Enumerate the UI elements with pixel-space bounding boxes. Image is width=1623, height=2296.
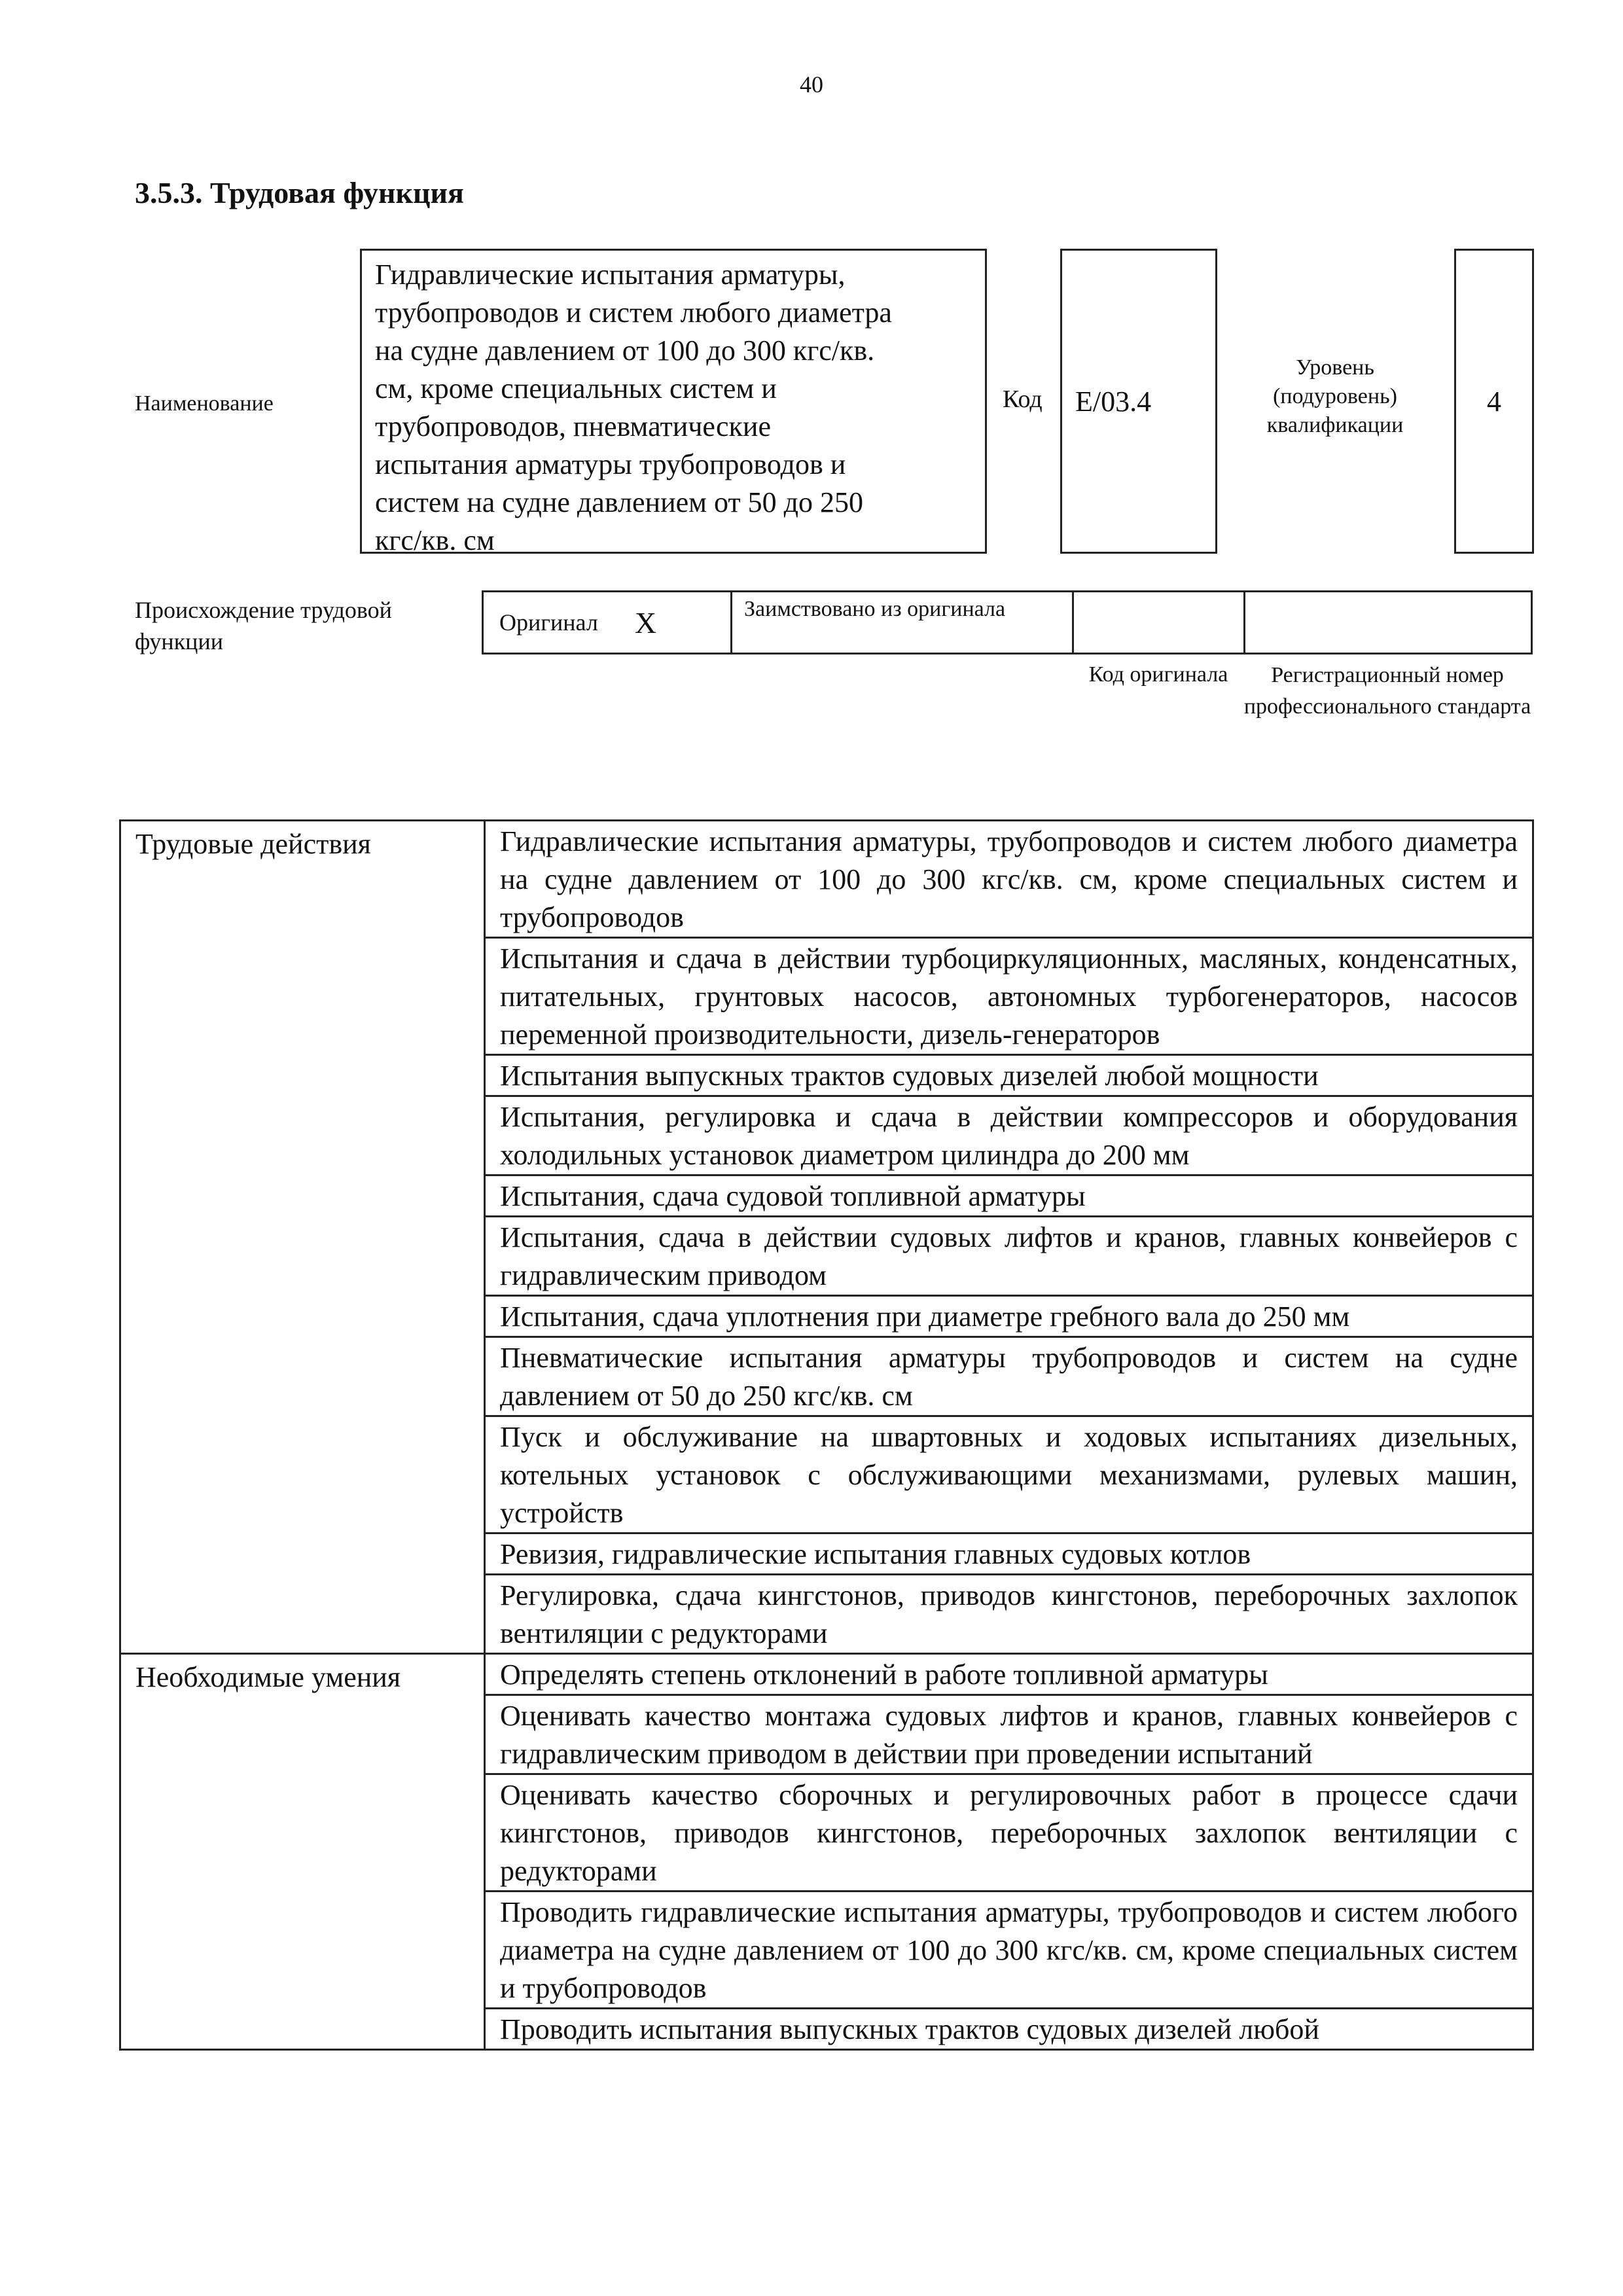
function-name-line: трубопроводов, пневматические — [375, 410, 771, 442]
function-name-line: трубопроводов и систем любого диаметра — [375, 296, 892, 329]
section-heading: 3.5.3. Трудовая функция — [135, 176, 464, 209]
skill-item: Оценивать качество сборочных и регулировочных работ в процессе сдачи кингстонов, приводов кингстонов, переборочных захлопок вентиляции с редукторами — [485, 1774, 1533, 1892]
original-label: Оригинал — [499, 609, 598, 636]
labor-action-item: Испытания, регулировка и сдача в действии компрессоров и оборудования холодильных установок диаметром цилиндра до 200 мм — [485, 1096, 1533, 1175]
labor-action-item: Гидравлические испытания арматуры, трубопроводов и систем любого диаметра на судне давлением от 100 до 300 кгс/кв. см, кроме специальных систем и трубопроводов — [485, 821, 1533, 938]
code-value: E/03.4 — [1060, 249, 1217, 554]
skill-item: Проводить гидравлические испытания арматуры, трубопроводов и систем любого диаметра на судне давлением от 100 до 300 кгс/кв. см, кроме специальных систем и трубопроводов — [485, 1892, 1533, 2009]
level-label-line: квалификации — [1266, 413, 1404, 437]
function-name-line: испытания арматуры трубопроводов и — [375, 448, 846, 480]
labor-action-item: Пневматические испытания арматуры трубопроводов и систем на судне давлением от 50 до 250 кгс/кв. см — [485, 1337, 1533, 1416]
function-name-line: см, кроме специальных систем и — [375, 372, 777, 404]
labor-action-item: Ревизия, гидравлические испытания главных судовых котлов — [485, 1534, 1533, 1575]
origin-label: Происхождение трудовой функции — [135, 597, 392, 655]
skill-item: Проводить испытания выпускных трактов судовых дизелей любой — [485, 2009, 1533, 2050]
table-row — [120, 821, 1533, 938]
labor-action-item: Регулировка, сдача кингстонов, приводов кингстонов, переборочных захлопок вентиляции с редукторами — [485, 1575, 1533, 1654]
labor-action-item: Испытания выпускных трактов судовых дизелей любой мощности — [485, 1055, 1533, 1096]
level-label-line: Уровень — [1296, 355, 1374, 380]
code-caption: Код оригинала — [1088, 662, 1228, 687]
skill-item: Определять степень отклонений в работе топливной арматуры — [485, 1654, 1533, 1695]
origin-reg-cell — [1245, 592, 1531, 653]
original-mark: X — [634, 605, 657, 639]
skills-label: Необходимые умения — [120, 1654, 485, 2050]
origin-code-cell — [1074, 592, 1245, 653]
skill-item: Оценивать качество монтажа судовых лифтов и кранов, главных конвейеров с гидравлическим приводом в действии при проведении испытаний — [485, 1695, 1533, 1774]
reg-number-caption: Регистрационный номер профессионального стандарта — [1243, 663, 1531, 719]
function-name-line: систем на судне давлением от 50 до 250 — [375, 486, 864, 518]
labor-action-item: Испытания, сдача уплотнения при диаметре гребного вала до 250 мм — [485, 1296, 1533, 1337]
function-name-line: на судне давлением от 100 до 300 кгс/кв. — [375, 334, 875, 367]
function-name-box — [360, 249, 987, 554]
origin-original-cell — [484, 592, 732, 653]
code-label: Код — [1003, 386, 1043, 413]
level-label-line: (подуровень) — [1273, 384, 1397, 408]
borrowed-label: Заимствовано из оригинала — [732, 592, 1074, 653]
labor-action-item: Пуск и обслуживание на швартовных и ходовых испытаниях дизельных, котельных установок с обслуживающими механизмами, рулевых машин, устройств — [485, 1416, 1533, 1534]
labor-action-item: Испытания, сдача судовой топливной арматуры — [485, 1175, 1533, 1217]
table-row — [120, 1654, 1533, 1695]
level-label — [1237, 353, 1433, 440]
labor-actions-label: Трудовые действия — [120, 821, 485, 1654]
origin-table — [482, 590, 1533, 655]
functions-table — [119, 819, 1534, 2051]
level-value: 4 — [1454, 249, 1534, 554]
labor-action-item: Испытания и сдача в действии турбоциркуляционных, масляных, конденсатных, питательных, грунтовых насосов, автономных турбогенераторов, насосов переменной производительности, дизель-генераторов — [485, 938, 1533, 1055]
page-number: 40 — [800, 71, 823, 98]
function-name-line: кгс/кв. см — [375, 524, 495, 556]
name-label: Наименование — [135, 391, 274, 416]
labor-action-item: Испытания, сдача в действии судовых лифтов и кранов, главных конвейеров с гидравлическим приводом — [485, 1217, 1533, 1296]
function-name-line: Гидравлические испытания арматуры, — [375, 259, 846, 291]
